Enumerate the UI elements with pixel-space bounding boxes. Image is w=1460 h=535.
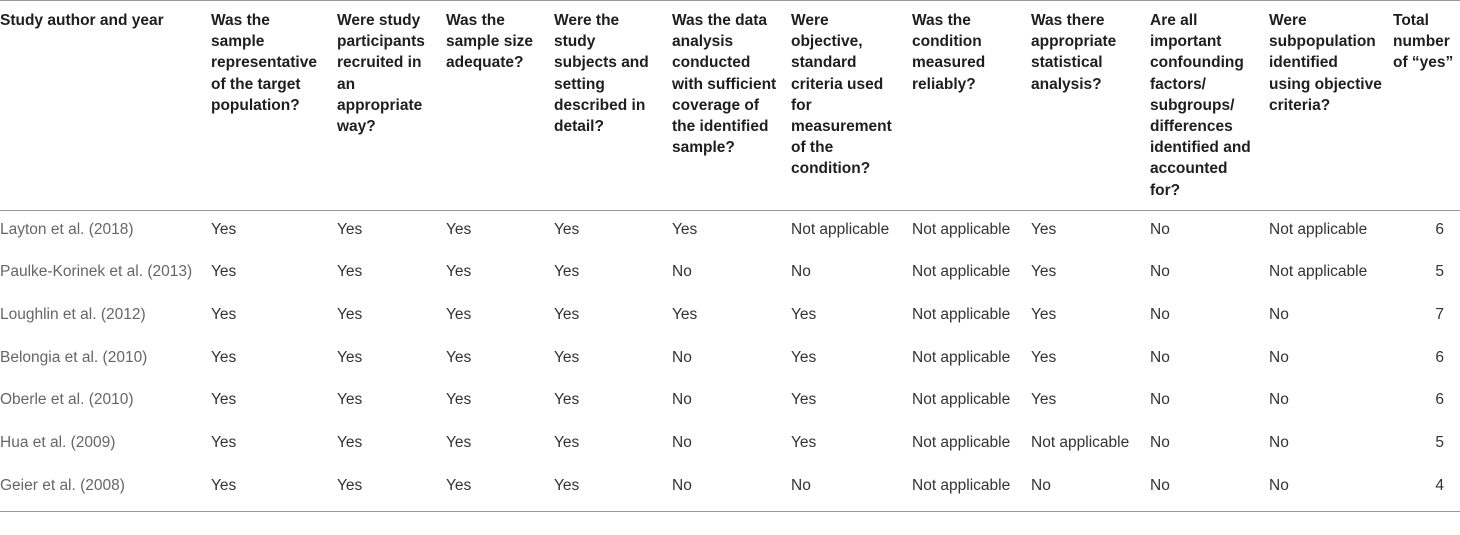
cell-value: No (1144, 467, 1263, 512)
cell-value: Yes (446, 433, 472, 451)
cell-value: Yes (211, 221, 237, 238)
cell-value: Not applicable (912, 391, 1011, 409)
cell-value: Yes (791, 433, 817, 451)
cell-value: No (785, 467, 906, 512)
cell-value: Yes (1031, 263, 1057, 281)
cell-value: Not applicable (1269, 263, 1368, 281)
table-row (0, 424, 1460, 467)
table-row (0, 211, 1460, 254)
table-body (0, 211, 1460, 512)
cell-value: Yes (337, 433, 363, 451)
cell-value: No (1150, 221, 1170, 238)
header-sample-size: Was the sample size adequate? (440, 1, 548, 211)
cell-value: Yes (548, 467, 666, 512)
cell-value: Yes (211, 391, 237, 409)
cell-value: Yes (446, 348, 472, 366)
cell-value: Yes (554, 221, 580, 238)
cell-value: Yes (554, 305, 580, 323)
cell-value: Yes (337, 305, 363, 323)
cell-value: Yes (440, 467, 548, 512)
cell-value: No (1025, 467, 1144, 512)
cell-value: No (1150, 263, 1170, 281)
cell-value: No (1150, 391, 1170, 409)
cell-value: Yes (791, 305, 817, 323)
cell-value: Yes (1031, 305, 1057, 323)
cell-value: Yes (791, 391, 817, 409)
cell-value: No (1150, 433, 1170, 451)
cell-value: Yes (446, 391, 472, 409)
cell-value: Yes (211, 433, 237, 451)
cell-value: Yes (554, 348, 580, 366)
cell-value: Yes (337, 263, 363, 281)
cell-study-author: Loughlin et al. (2012) (0, 305, 146, 323)
cell-value: Not applicable (912, 348, 1011, 366)
cell-value: Yes (331, 467, 440, 512)
cell-value: No (1263, 467, 1387, 512)
cell-value: Yes (211, 348, 237, 366)
cell-value: Yes (791, 348, 817, 366)
table-row (0, 467, 1460, 512)
header-row (0, 1, 1460, 211)
cell-total: 6 (1435, 221, 1444, 238)
header-participants-recruited: Were study participants recruited in an appropriate way? (331, 1, 440, 211)
header-statistical-analysis: Was there appropriate statistical analysis? (1025, 1, 1144, 211)
cell-value: Yes (672, 221, 698, 238)
header-subpopulation-identified: Were subpopulation identified using objective criteria? (1263, 1, 1387, 211)
cell-study-author: Hua et al. (2009) (0, 433, 116, 451)
cell-value: Not applicable (1031, 433, 1130, 451)
cell-value: Not applicable (912, 433, 1011, 451)
cell-value: No (1269, 391, 1289, 409)
cell-value: Yes (1031, 348, 1057, 366)
table-row (0, 339, 1460, 382)
cell-value: Yes (337, 391, 363, 409)
cell-value: Not applicable (912, 263, 1011, 281)
cell-value: No (672, 433, 692, 451)
header-data-analysis-coverage: Was the data analysis conducted with sufficient coverage of the identified sample? (666, 1, 785, 211)
cell-value: Yes (1031, 221, 1057, 238)
cell-total: 7 (1435, 305, 1444, 323)
cell-total: 6 (1435, 391, 1444, 409)
cell-total: 6 (1435, 348, 1444, 366)
cell-value: No (672, 348, 692, 366)
table-row (0, 253, 1460, 296)
cell-value: No (672, 263, 692, 281)
cell-value: No (1150, 348, 1170, 366)
cell-value: No (1269, 348, 1289, 366)
table-row (0, 381, 1460, 424)
cell-value: Yes (211, 305, 237, 323)
cell-value: Yes (446, 305, 472, 323)
cell-value: Yes (554, 433, 580, 451)
cell-value: Yes (1031, 391, 1057, 409)
header-confounding-factors: Are all important confounding factors/ subgroups/ differences identified and accounted for? (1144, 1, 1263, 211)
cell-value: Yes (446, 263, 472, 281)
table-row (0, 296, 1460, 339)
header-subjects-setting: Were the study subjects and setting described in detail? (548, 1, 666, 211)
cell-value: Yes (211, 263, 237, 281)
cell-study-author: Geier et al. (2008) (0, 467, 205, 512)
cell-value: Yes (672, 305, 698, 323)
cell-value: Not applicable (1269, 221, 1368, 238)
cell-value: Not applicable (906, 467, 1025, 512)
cell-study-author: Belongia et al. (2010) (0, 348, 148, 366)
cell-value: Yes (337, 348, 363, 366)
cell-total: 5 (1435, 433, 1444, 451)
cell-value: Not applicable (791, 221, 890, 238)
cell-total: 5 (1435, 263, 1444, 281)
cell-total: 4 (1387, 467, 1460, 512)
cell-value: Yes (554, 391, 580, 409)
cell-value: No (1269, 433, 1289, 451)
cell-value: Yes (554, 263, 580, 281)
header-objective-criteria: Were objective, standard criteria used for measurement of the condition? (785, 1, 906, 211)
header-study-author: Study author and year (0, 1, 205, 211)
cell-value: Not applicable (912, 305, 1011, 323)
cell-value: Yes (337, 221, 363, 238)
cell-study-author: Paulke-Korinek et al. (2013) (0, 263, 193, 281)
cell-study-author: Layton et al. (2018) (0, 221, 134, 238)
cell-value: No (1150, 305, 1170, 323)
cell-value: No (666, 467, 785, 512)
cell-value: Not applicable (912, 221, 1011, 238)
cell-value: No (1269, 305, 1289, 323)
header-condition-measured: Was the condition measured reliably? (906, 1, 1025, 211)
header-sample-representative: Was the sample representative of the target population? (205, 1, 331, 211)
cell-value: Yes (205, 467, 331, 512)
cell-study-author: Oberle et al. (2010) (0, 391, 134, 409)
cell-value: No (672, 391, 692, 409)
header-total-yes: Total number of “yes” (1387, 1, 1460, 211)
cell-value: Yes (446, 221, 472, 238)
cell-value: No (791, 263, 811, 281)
